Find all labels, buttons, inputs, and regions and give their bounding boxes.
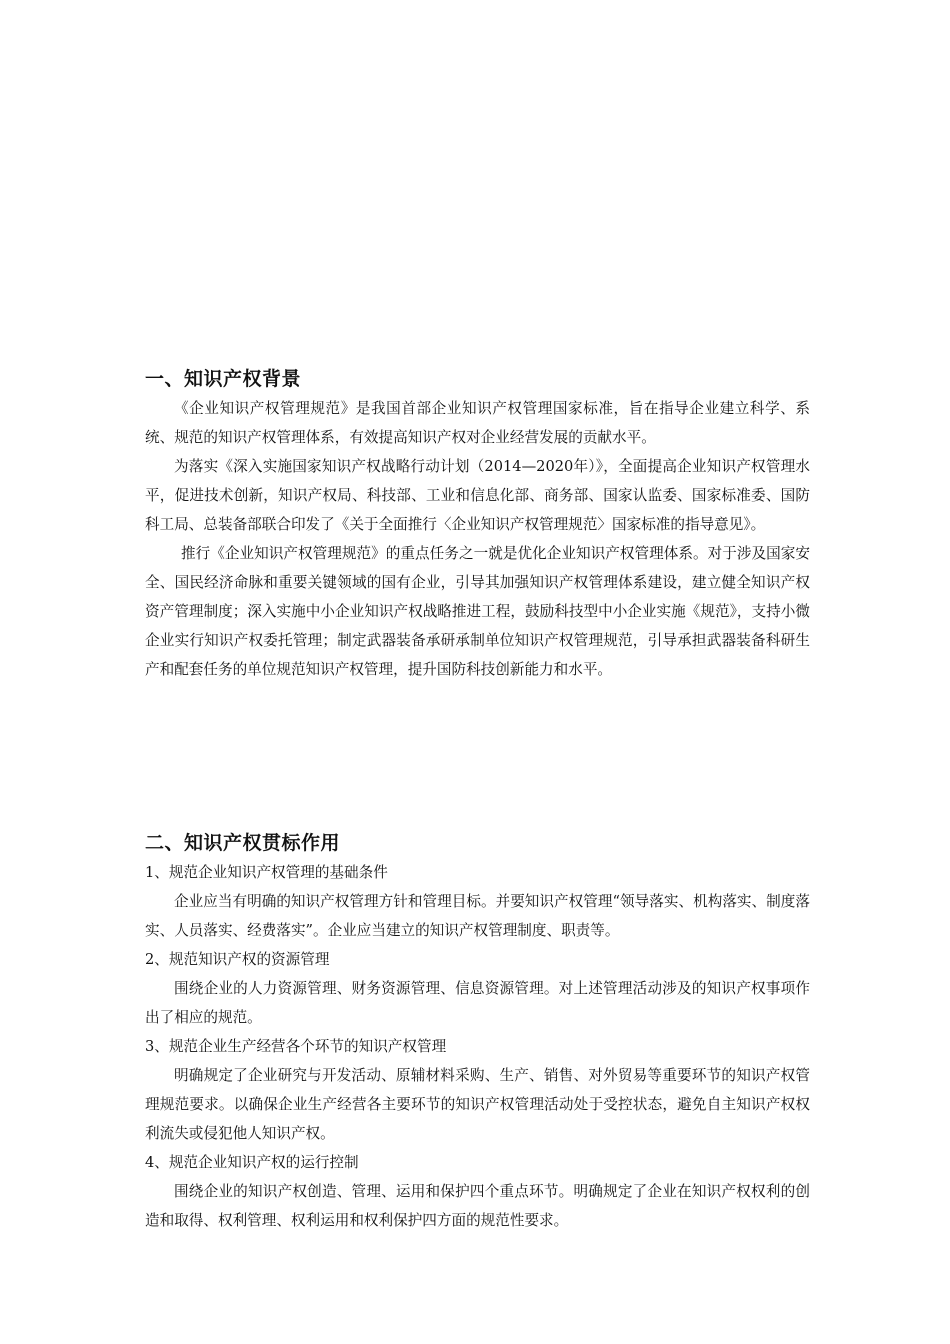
paragraph: 推行《企业知识产权管理规范》的重点任务之一就是优化企业知识产权管理体系。对于涉及国家安全、国民经济命脉和重要关键领域的国有企业，引导其加强知识产权管理体系建设，建立健全知识产权资产管理制度；深入实施中小企业知识产权战略推进工程，鼓励科技型中小企业实施《规范》，支持小微企业实行知识产权委托管理；制定武器装备承研承制单位知识产权管理规范，引导承担武器装备科研生产和配套任务的单位规范知识产权管理，提升国防科技创新能力和水平。 [145,545,810,678]
item-body: 围绕企业的知识产权创造、管理、运用和保护四个重点环节。明确规定了企业在知识产权权利的创造和取得、权利管理、权利运用和权利保护四方面的规范性要求。 [145,1183,810,1229]
item-title: 3、规范企业生产经营各个环节的知识产权管理 [145,1038,447,1055]
list-item [145,1148,810,1235]
list-item [145,1032,810,1148]
item-body: 明确规定了企业研究与开发活动、原辅材料采购、生产、销售、对外贸易等重要环节的知识产权管理规范要求。以确保企业生产经营各主要环节的知识产权管理活动处于受控状态，避免自主知识产权权利流失或侵犯他人知识产权。 [145,1067,810,1142]
list-item [145,945,810,1032]
item-title: 2、规范知识产权的资源管理 [145,951,330,968]
paragraph: 《企业知识产权管理规范》是我国首部企业知识产权管理国家标准，旨在指导企业建立科学、系统、规范的知识产权管理体系，有效提高知识产权对企业经营发展的贡献水平。 [145,400,810,446]
section-ip-background [145,364,810,684]
list-item [145,858,810,945]
item-title: 4、规范企业知识产权的运行控制 [145,1154,359,1171]
section-heading: 二、知识产权贯标作用 [145,832,341,854]
item-body: 企业应当有明确的知识产权管理方针和管理目标。并要知识产权管理“领导落实、机构落实、制度落实、人员落实、经费落实”。企业应当建立的知识产权管理制度、职责等。 [145,893,810,939]
paragraph: 为落实《深入实施国家知识产权战略行动计划（2014—2020年）》，全面提高企业知识产权管理水平，促进技术创新，知识产权局、科技部、工业和信息化部、商务部、国家认监委、国家标准委、国防科工局、总装备部联合印发了《关于全面推行〈企业知识产权管理规范〉国家标准的指导意见》。 [145,458,810,533]
item-body: 围绕企业的人力资源管理、财务资源管理、信息资源管理。对上述管理活动涉及的知识产权事项作出了相应的规范。 [145,980,810,1026]
section-heading: 一、知识产权背景 [145,368,302,390]
section-ip-standard-role [145,828,810,1235]
item-title: 1、规范企业知识产权管理的基础条件 [145,864,388,881]
